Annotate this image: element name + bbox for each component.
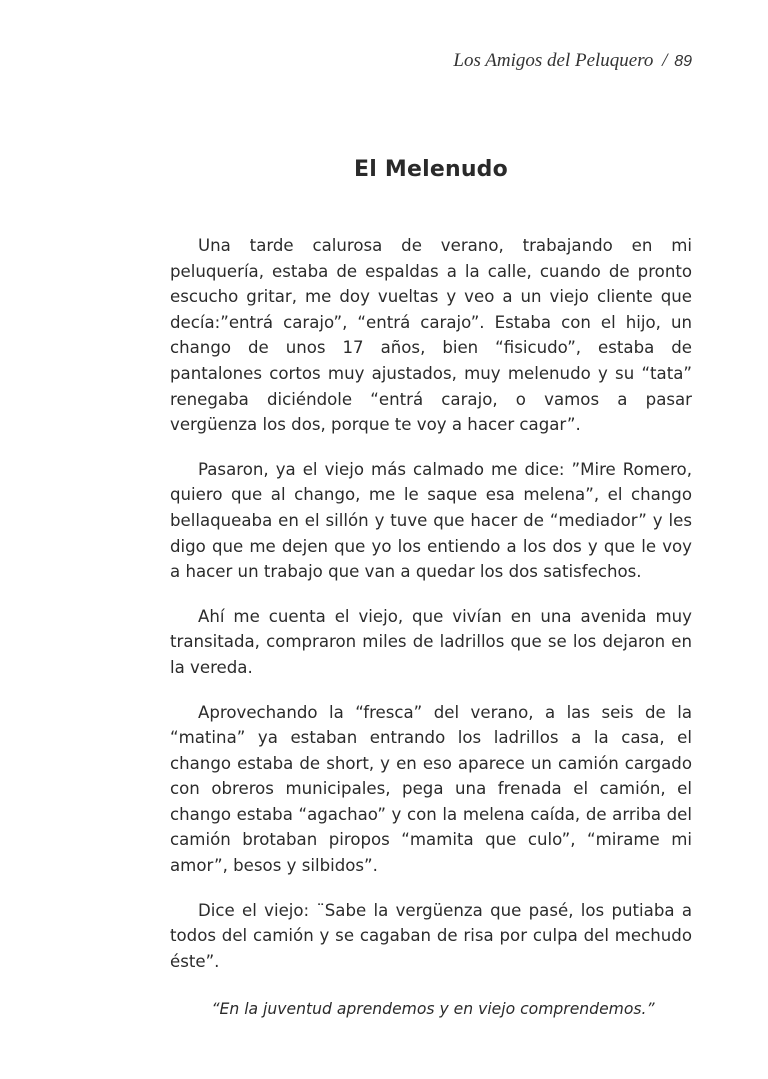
paragraph: Pasaron, ya el viejo más calmado me dice: ”Mire Romero, quiero que al chango, me le saque esa melena”, el chango bellaqueaba en el sillón y tuve que hacer de “mediador” y les digo que me dejen que yo los entiendo a los dos y que le voy a hacer un trabajo que van a quedar los dos satisfechos. [170,459,692,582]
chapter-body [170,233,692,993]
paragraph: Aprovechando la “fresca” del verano, a las seis de la “matina” ya estaban entrando los ladrillos a la casa, el chango estaba de short, y en eso aparece un camión cargado con obreros municipales, pega una frenada el camión, el chango estaba “agachao” y con la melena caída, de arriba del camión brotaban piropos “mamita que culo”, “mirame mi amor”, besos y silbidos”. [170,702,692,876]
header-separator: / [662,50,668,71]
chapter-title: El Melenudo [354,157,508,182]
paragraph: Dice el viejo: ¨Sabe la vergüenza que pasé, los putiaba a todos del camión y se cagaban de risa por culpa del mechudo éste”. [170,900,692,971]
page-number: 89 [674,53,692,70]
paragraph: Una tarde calurosa de verano, trabajando en mi peluquería, estaba de espaldas a la calle, cuando de pronto escucho gritar, me doy vueltas y veo a un viejo cliente que decía:”entrá carajo”, “entrá carajo”. Estaba con el hijo, un chango de unos 17 años, bien “fisicudo”, estaba de pantalones cortos muy ajustados, muy melenudo y su “tata” renegaba diciéndole “entrá carajo, o vamos a pasar vergüenza los dos, porque te voy a hacer cagar”. [170,236,692,435]
paragraph: Ahí me cuenta el viejo, que vivían en una avenida muy transitada, compraron miles de ladrillos que se los dejaron en la vereda. [170,606,692,677]
closing-quote: “En la juventud aprendemos y en viejo comprendemos.” [211,1000,655,1018]
running-header [453,50,692,72]
book-title: Los Amigos del Peluquero [453,50,654,71]
